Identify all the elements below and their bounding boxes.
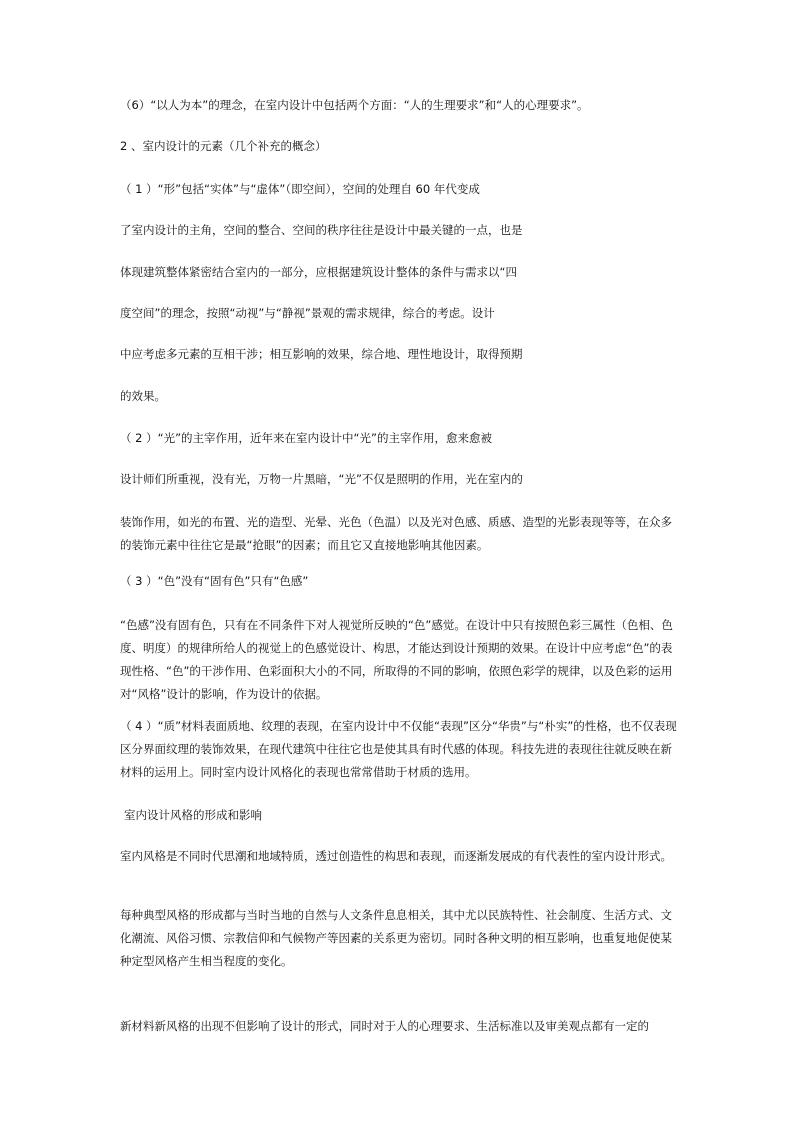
text-line: 度空间”的理念，按照“动视”与“静视”景观的需求规律，综合的考虑。设计 bbox=[120, 306, 495, 320]
paragraph-light-effect: 装饰作用，如光的布置、光的造型、光晕、光色（色温）以及光对色感、质感、造型的光影表现等等，在众多的装饰元素中往往它是最“抢眼”的因素；而且它又直接地影响其他因素。 bbox=[120, 515, 672, 552]
text-line: 的效果。 bbox=[120, 389, 166, 403]
text-line: 中应考虑多元素的互相干涉；相互影响的效果，综合地、理性地设计，取得预期 bbox=[120, 347, 523, 361]
text-line: 了室内设计的主角，空间的整合、空间的秩序往往是设计中最关键的一点，也是 bbox=[120, 223, 523, 237]
paragraph-color-sense: “色感”没有固有色，只有在不同条件下对人视觉所反映的“色”感觉。在设计中只有按照色彩三属性（色相、色度、明度）的规律所给人的视觉上的色感觉设计、构思，才能达到设计预期的效果。在设计中应考虑“色”的表现性格、“色”的干涉作用、色彩面积大小的不同，所取得的不同的影响，依照色彩学的规律，以及色彩的运用对“风格”设计的影响，作为设计的依据。 bbox=[120, 618, 673, 701]
paragraph-people-oriented: （6）“以人为本”的理念，在室内设计中包括两个方面：“人的生理要求”和“人的心理要求”。 bbox=[120, 98, 589, 112]
item-light-heading: （ 2 ）“光”的主宰作用，近年来在室内设计中“光”的主宰作用，愈来愈被 bbox=[120, 431, 492, 445]
item-shape-heading: （ 1 ）“形”包括“实体”与“虚体”（即空间），空间的处理自 60 年代变成 bbox=[120, 182, 480, 196]
paragraph-style-formation: 每种典型风格的形成都与当时当地的自然与人文条件息息相关，其中尤以民族特性、社会制度、生活方式、文化潮流、风俗习惯、宗教信仰和气候物产等因素的关系更为密切。同时各种文明的相互影响，也重复地促使某种定型风格产生相当程度的变化。 bbox=[120, 908, 672, 968]
text-line: 体现建筑整体紧密结合室内的一部分，应根据建筑设计整体的条件与需求以“四 bbox=[120, 265, 517, 279]
paragraph-new-materials: 新材料新风格的出现不但影响了设计的形式，同时对于人的心理要求、生活标准以及审美观点都有一定的 bbox=[120, 1019, 649, 1033]
section-heading-style: 室内设计风格的形成和影响 bbox=[124, 808, 262, 822]
section-heading-elements: 2 、室内设计的元素（几个补充的概念） bbox=[120, 139, 327, 153]
paragraph-style-definition: 室内风格是不同时代思潮和地域特质，透过创造性的构思和表现，而逐渐发展成的有代表性的室内设计形式。 bbox=[120, 849, 672, 863]
item-color-heading: （ 3 ）“色”没有“固有色”只有“色感” bbox=[120, 574, 309, 588]
paragraph-material: （ 4 ）“质”材料表面质地、纹理的表现，在室内设计中不仅能“表现”区分“华贵”与“朴实”的性格，也不仅表现区分界面纹理的装饰效果，在现代建筑中往往它也是使其具有时代感的体现。科技先进的表现往往就反映在新材料的运用上。同时室内设计风格化的表现也常常借助于材质的选用。 bbox=[120, 719, 677, 779]
text-line: 设计师们所重视，没有光，万物一片黑暗，“光”不仅是照明的作用，光在室内的 bbox=[120, 472, 523, 486]
